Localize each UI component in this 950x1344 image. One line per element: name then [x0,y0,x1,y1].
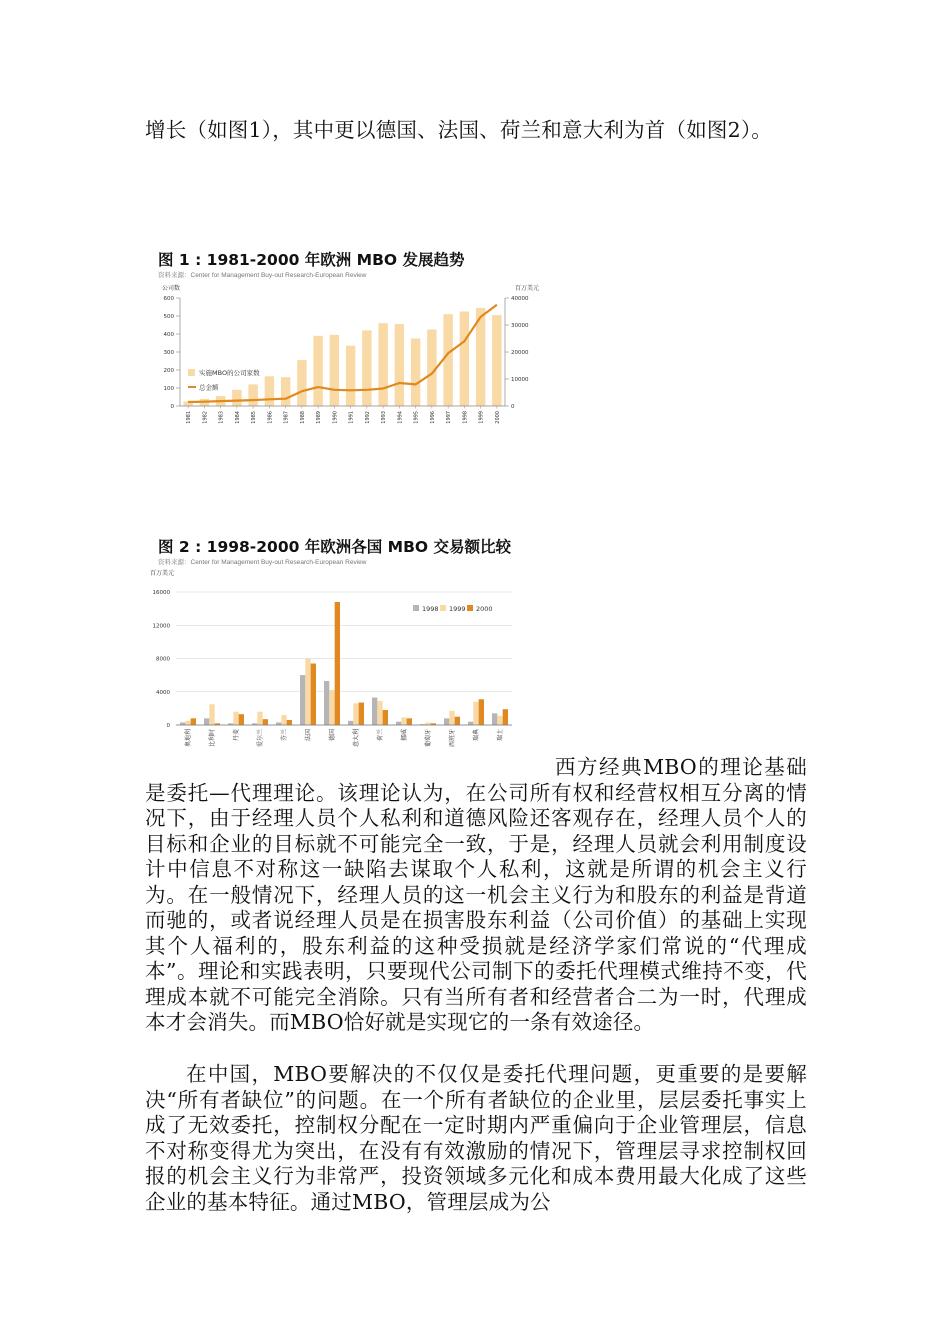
figure-2-x-tick-label: 比利时 [209,729,217,748]
figure-2-bar-2000 [455,717,460,725]
figure-2-x-tick-label: 瑞典 [473,729,481,742]
figure-1-x-tick-label: 1982 [202,411,209,424]
figure-1-left-tick-label: 600 [163,296,174,302]
figure-2-x-tick-label: 瑞士 [497,729,505,742]
figure-2-country-comparison-chart [150,535,530,755]
figure-1-x-tick-label: 1998 [462,411,469,424]
figure-2-x-tick-label: 德国 [329,729,337,742]
theory-paragraph: 西方经典MBO的理论基础是委托—代理理论。该理论认为，在公司所有权和经营权相互分离的情况下，由于经理人员个人私利和道德风险还客观存在，经理人员个人的目标和企业的目标就不可能完全一致，于是，经理人员就会利用制度设计中信息不对称这一缺陷去谋取个人私利，这就是所谓的机会主义行为。在一般情况下，经理人员的这一机会主义行为和股东的利益是背道而驰的，或者说经理人员是在损害股东利益（公司价值）的基础上实现其个人福利的，股东利益的这种受损就是经济学家们常说的“代理成本”。理论和实践表明，只要现代公司制下的委托代理模式维持不变，代理成本就不可能完全消除。只有当所有者和经营者合二为一时，代理成本才会消失。而MBO恰好就是实现它的一条有效途径。 [145,755,807,1034]
figure-1-right-tick-label: 20000 [511,350,529,356]
figure-2-bar-1998 [372,698,377,725]
figure-2-bar-2000 [479,699,484,725]
figure-1-bar [378,323,387,406]
figure-1-x-tick-label: 1984 [234,411,241,424]
figure-1-right-tick-label: 40000 [511,296,529,302]
figure-2-x-tick-label: 爱尔兰 [257,729,265,748]
figure-1-mbo-trend-chart [150,248,540,448]
figure-1-x-tick-label: 1994 [397,411,404,424]
figure-1-bar [265,376,274,406]
figure-2-bar-1999 [305,659,310,726]
figure-2-bar-2000 [407,718,412,725]
figure-2-bar-1998 [324,681,329,725]
figure-2-bar-2000 [239,714,244,725]
figure-1-left-tick-label: 0 [170,404,174,410]
figure-2-bar-1998 [204,718,209,725]
figure-1-bar [313,336,322,406]
figure-2-y-axis-label: 百万美元 [150,570,175,577]
figure-2-bar-2000 [503,709,508,725]
figure-1-x-tick-label: 1985 [251,411,258,424]
figure-1-left-tick-label: 500 [163,314,174,320]
figure-1-title: 图 1 : 1981-2000 年欧洲 MBO 发展趋势 [158,251,465,269]
figure-1-left-tick-label: 200 [163,368,174,374]
figure-2-chart-svg [150,565,530,755]
figure-1-left-tick-label: 400 [163,332,174,338]
figure-1-right-tick-label: 0 [511,404,515,410]
figure-1-bar [330,335,339,406]
figure-2-legend-label-2000: 2000 [476,605,493,613]
figure-1-right-axis-label: 百万美元 [514,285,540,292]
figure-1-bar [395,324,404,406]
figure-1-x-tick-label: 1989 [316,411,323,424]
figure-2-legend-label-1999: 1999 [449,605,466,613]
figure-2-bar-1999 [329,690,334,725]
figure-1-right-tick-label: 30000 [511,323,529,329]
figure-1-right-tick-label: 10000 [511,377,529,383]
figure-1-bar [297,360,306,406]
figure-2-source: 资料来源：Center for Management Buy-out Research-European Review [158,559,367,566]
figure-2-legend-swatch-2000 [467,605,473,611]
figure-1-bar [281,377,290,406]
figure-2-x-tick-label: 荷兰 [377,729,385,742]
figure-1-x-tick-label: 1987 [283,411,290,424]
figure-2-x-tick-label: 奥地利 [185,729,193,748]
figure-1-bar [492,315,501,406]
figure-2-bar-1998 [444,718,449,725]
figure-2-bar-2000 [335,602,340,725]
figure-2-y-tick-label: 4000 [156,689,170,696]
figure-2-x-tick-label: 意大利 [353,729,361,748]
figure-2-bar-2000 [191,718,196,725]
figure-2-bar-1999 [401,718,406,725]
figure-1-x-tick-label: 1997 [446,411,453,424]
figure-1-bar [346,346,355,406]
figure-1-x-tick-label: 2000 [494,411,501,424]
figure-2-bar-1998 [492,713,497,725]
figure-2-y-tick-label: 8000 [156,656,170,663]
china-paragraph: 在中国，MBO要解决的不仅仅是委托代理问题，更重要的是要解决“所有者缺位”的问题。在一个所有者缺位的企业里，层层委托事实上成了无效委托，控制权分配在一定时期内严重偏向于企业管理层，信息不对称变得尤为突出，在没有有效激励的情况下，管理层寻求控制权回报的机会主义行为非常严，投资领域多元化和成本费用最大化成了这些企业的基本特征。通过MBO，管理层成为公 [145,1062,807,1214]
figure-1-legend-bar-swatch [188,369,195,376]
figure-1-bar [232,390,241,406]
figure-1-x-tick-label: 1990 [332,411,339,424]
figure-2-x-tick-label: 挪威 [401,729,409,742]
figure-1-left-axis-label: 公司数 [162,285,181,292]
figure-2-x-tick-label: 葡萄牙 [425,729,433,748]
figure-1-source: 资料来源：Center for Management Buy-out Research-European Review [158,272,367,279]
figure-2-title: 图 2 : 1998-2000 年欧洲各国 MBO 交易额比较 [158,538,511,556]
figure-1-x-tick-label: 1991 [348,411,355,424]
figure-1-x-tick-label: 1981 [186,411,193,424]
figure-2-bar-2000 [287,720,292,725]
figure-1-bar [460,312,469,407]
figure-2-bar-2000 [311,663,316,725]
figure-2-bar-2000 [263,719,268,725]
figure-1-legend-line-label: 总金额 [199,383,219,392]
figure-2-bar-1999 [377,701,382,725]
figure-2-legend-swatch-1999 [440,605,446,611]
figure-2-bar-1999 [209,704,214,725]
figure-2-bar-2000 [383,710,388,725]
figure-2-bar-1999 [473,702,478,725]
figure-2-x-tick-label: 法国 [305,729,313,742]
figure-2-bar-2000 [359,703,364,725]
figure-2-bar-1999 [281,715,286,725]
figure-1-x-tick-label: 1992 [364,411,371,424]
figure-1-left-tick-label: 300 [163,350,174,356]
figure-2-legend-swatch-1998 [413,605,419,611]
figure-2-x-tick-label: 丹麦 [233,729,241,742]
figure-2-bar-1999 [185,721,190,725]
figure-2-bar-1999 [497,716,502,725]
figure-2-bar-1998 [348,721,353,725]
figure-1-bar [362,330,371,406]
figure-1-x-tick-label: 1996 [429,411,436,424]
figure-2-x-tick-label: 西班牙 [449,729,457,748]
figure-2-y-tick-label: 0 [166,723,170,729]
figure-1-chart-svg [150,278,540,448]
figure-1-x-tick-label: 1999 [478,411,485,424]
figure-2-legend-label-1998: 1998 [422,605,439,613]
figure-2-bar-1999 [233,712,238,725]
figure-1-x-tick-label: 1986 [267,411,274,424]
figure-1-left-tick-label: 100 [163,386,174,392]
figure-1-bar [411,339,420,407]
figure-2-y-tick-label: 16000 [152,590,170,596]
figure-2-y-tick-label: 12000 [152,623,170,630]
figure-1-x-tick-label: 1988 [299,411,306,424]
figure-1-x-tick-label: 1983 [218,411,225,424]
intro-paragraph: 增长（如图1），其中更以德国、法国、荷兰和意大利为首（如图2）。 [145,118,772,142]
figure-1-bar [443,314,452,406]
figure-2-bar-1998 [300,675,305,725]
figure-1-legend-bar-label: 实施MBO的公司家数 [199,369,260,377]
figure-2-bar-1998 [396,722,401,725]
figure-2-bar-1999 [449,711,454,725]
figure-2-x-tick-label: 芬兰 [281,729,289,742]
figure-1-bar [248,384,257,406]
figure-2-bar-1999 [257,712,262,725]
figure-2-bar-1998 [468,722,473,725]
figure-1-x-tick-label: 1993 [381,411,388,424]
figure-2-bar-1999 [353,703,358,725]
figure-1-x-tick-label: 1995 [413,411,420,424]
